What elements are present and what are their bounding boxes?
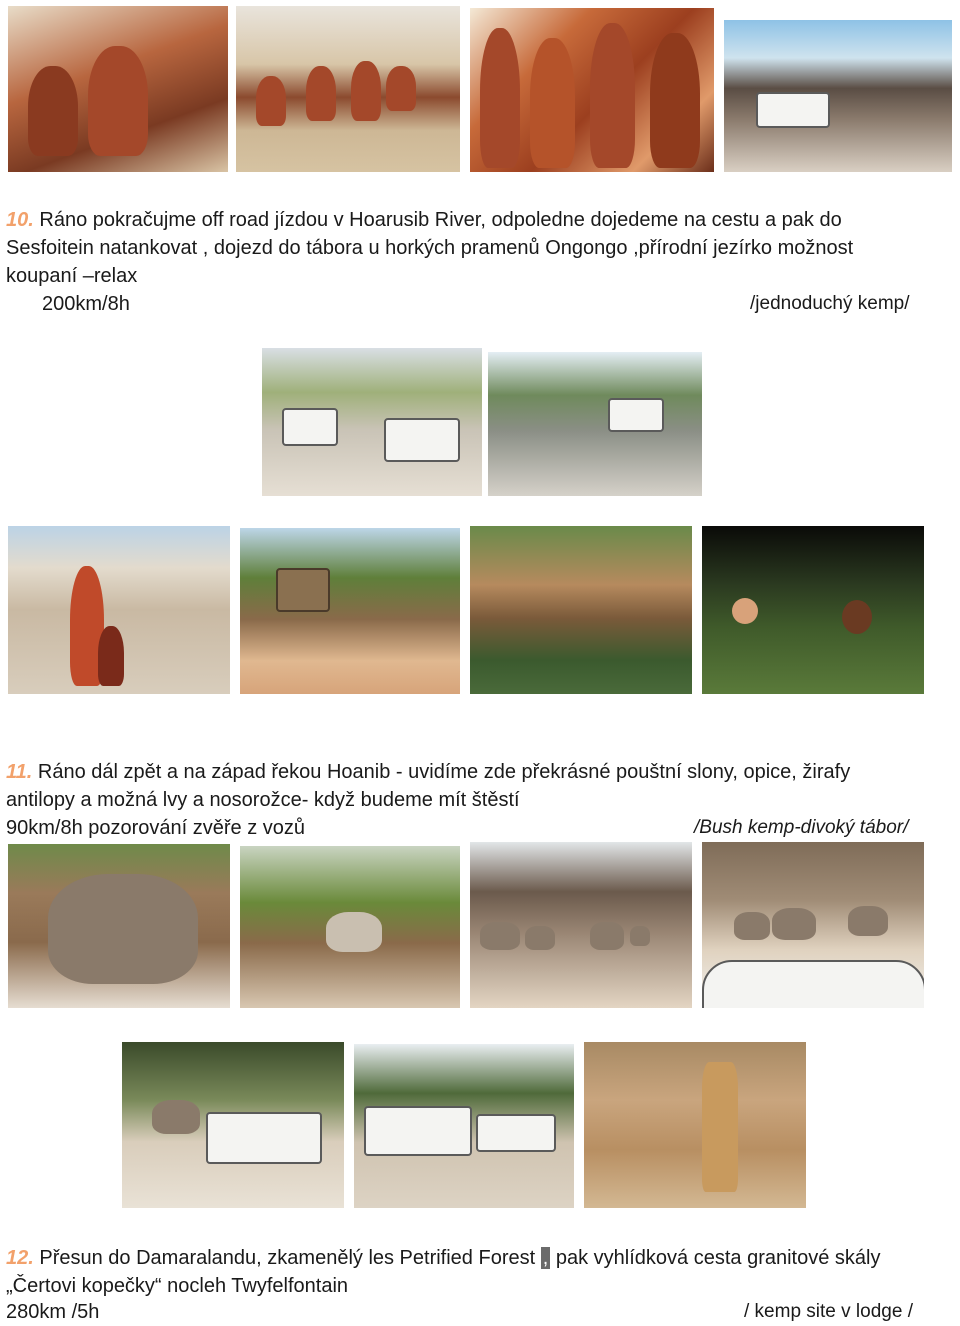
photo-swimming [702,526,924,694]
day12-highlight-mark: , [542,1247,549,1269]
day11-line2: antilopy a možná lvy a nosorožce- když budeme mít štěstí [6,789,520,811]
photo-woman-road [8,526,230,694]
photo-himba-group [470,8,714,172]
photo-himba-women-seated [8,6,228,172]
day12-text-line1a: Přesun do Damaralandu, zkamenělý les Petrified Forest [39,1247,541,1269]
photo-campsite [240,528,460,694]
photo-giraffe [584,1042,806,1208]
day11-text-line1: Ráno dál zpět a na západ řekou Hoanib - uvidíme zde překrásné pouštní slony, opice, žirafy [37,761,851,783]
day12-line2: „Čertovi kopečky“ nocleh Twyfelfontain [6,1275,349,1297]
day11-camp: /Bush kemp-divoký tábor/ [694,817,909,838]
photo-elephant-safari-car [122,1042,344,1208]
photo-two-jeeps-village [262,348,482,496]
day10-line3: koupaní –relax [6,265,138,287]
day10-number: 10. [6,209,34,231]
photo-safari-cars [354,1044,574,1208]
day10-text-line1: Ráno pokračujme off road jízdou v Hoarusib River, odpoledne dojedeme na cestu a pak do [39,209,842,231]
photo-jeep-riverbed [488,352,702,496]
photo-elephants-from-car [702,842,924,1008]
photo-elephant-closeup [8,844,230,1008]
day12-number: 12. [6,1247,34,1269]
photo-rock-pool [470,526,692,694]
photo-canyon-jeep [724,20,952,172]
day11-stats: 90km/8h pozorování zvěře z vozů [6,817,306,839]
day12-camp: / kemp site v lodge / [744,1301,913,1322]
day11-line1 [6,758,850,786]
photo-elephant-herd [470,842,692,1008]
day10-line1 [6,206,842,234]
day10-line2: Sesfoitein natankovat , dojezd do tábora u horkých pramenů Ongongo ,přírodní jezírko možnost [6,237,854,259]
day11-number: 11. [6,761,33,783]
day10-camp: /jednoduchý kemp/ [750,293,910,314]
day12-line1 [6,1244,880,1272]
photo-himba-village [236,6,460,172]
photo-oryx [240,846,460,1008]
day10-stats: 200km/8h [42,293,130,315]
day12-stats: 280km /5h [6,1301,100,1323]
day12-text-line1b: pak vyhlídková cesta granitové skály [550,1247,881,1269]
